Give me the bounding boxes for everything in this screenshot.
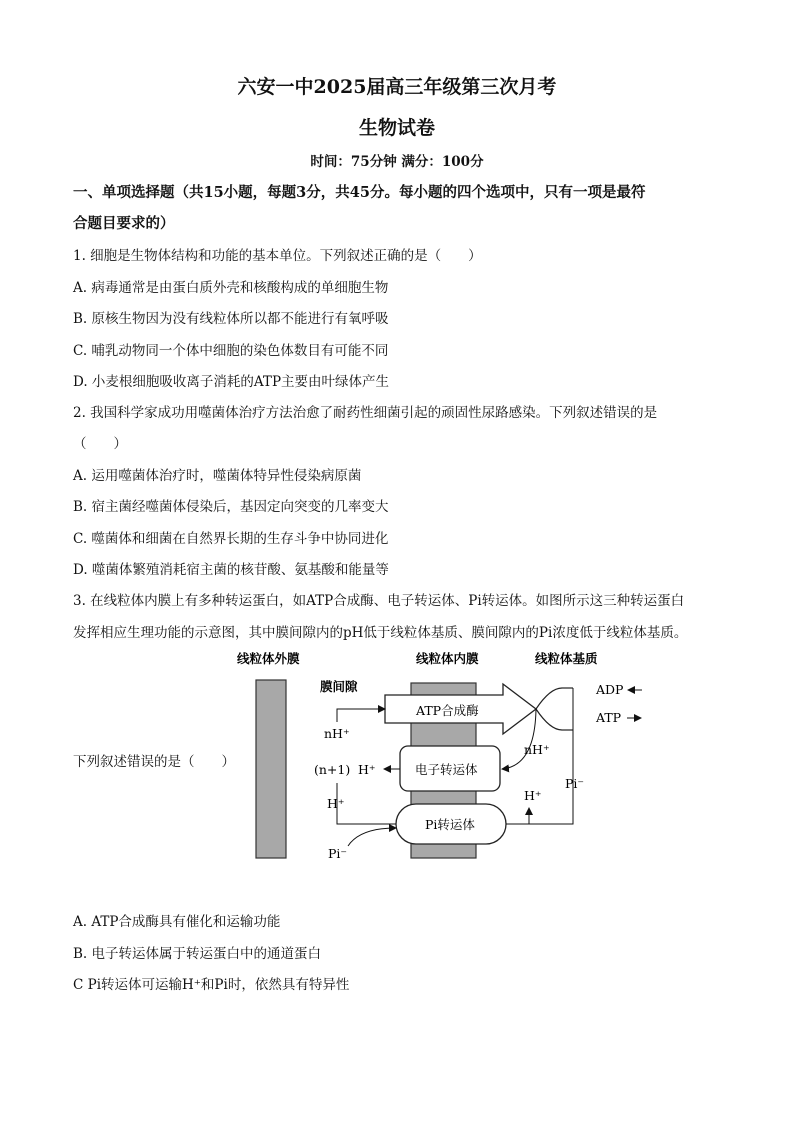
h-plus-mid-label: H⁺ [358,762,376,777]
adp-label: ADP [596,682,624,697]
subject-title: 生物试卷 [358,117,435,139]
atp-label: ATP [596,710,622,725]
h-plus-left-label: H⁺ [327,796,345,811]
q3-prompt: 下列叙述错误的是（ ） [73,754,235,770]
q2-option-d: D. 噬菌体繁殖消耗宿主菌的核苷酸、氨基酸和能量等 [73,562,389,578]
q1-option-c: C. 哺乳动物同一个体中细胞的染色体数目有可能不同 [73,343,389,359]
nh-plus-left-label: nH⁺ [324,726,350,741]
outer-membrane-label: 线粒体外膜 [237,651,300,666]
section-heading-line2: 合题目要求的） [73,215,175,232]
intermembrane-space-label: 膜间隙 [320,679,358,694]
nh-plus-right-label: nH⁺ [524,742,550,757]
h-plus-right-label: H⁺ [524,788,542,803]
q3-stem: 3. 在线粒体内膜上有多种转运蛋白，如ATP合成酶、电子转运体、Pi转运体。如图所示这三种转运蛋白 [73,593,685,609]
pi-left-label: Pi⁻ [328,846,348,861]
q1-option-a: A. 病毒通常是由蛋白质外壳和核酸构成的单细胞生物 [73,280,389,296]
electron-transporter-label: 电子转运体 [415,762,478,777]
q2-option-c: C. 噬菌体和细菌在自然界长期的生存斗争中协同进化 [73,531,389,547]
q2-stem: 2. 我国科学家成功用噬菌体治疗方法治愈了耐药性细菌引起的顽固性尿路感染。下列叙述错误的是 [73,405,658,421]
outer-membrane-bar [256,680,286,858]
q3-option-b: B. 电子转运体属于转运蛋白中的通道蛋白 [73,946,322,962]
mitochondria-transport-diagram [237,648,650,863]
q3-stem-line2: 发挥相应生理功能的示意图，其中膜间隙内的pH低于线粒体基质、膜间隙内的Pi浓度低于线粒体基质。 [73,625,688,641]
section-heading-line1: 一、单项选择题（共15小题，每题3分，共45分。每小题的四个选项中，只有一项是最符 [73,184,646,201]
q1-option-b: B. 原核生物因为没有线粒体所以都不能进行有氧呼吸 [73,311,389,327]
pi-right-label: Pi⁻ [565,776,585,791]
q1-option-d: D. 小麦根细胞吸收离子消耗的ATP主要由叶绿体产生 [73,374,390,390]
pi-transporter-label: Pi转运体 [425,817,475,832]
n-plus-one-label: (n+1) [314,762,351,777]
q1-stem: 1. 细胞是生物体结构和功能的基本单位。下列叙述正确的是（ ） [73,248,482,264]
q2-option-a: A. 运用噬菌体治疗时，噬菌体特异性侵染病原菌 [73,468,362,484]
time-info: 时间：75分钟 满分：100分 [310,154,484,170]
atp-synthase-label: ATP合成酶 [416,703,479,718]
inner-membrane-label: 线粒体内膜 [416,651,479,666]
matrix-label: 线粒体基质 [535,651,598,666]
q2-option-b: B. 宿主菌经噬菌体侵染后，基因定向突变的几率变大 [73,499,389,515]
exam-title: 六安一中2025届高三年级第三次月考 [237,76,557,98]
q3-option-c: C Pi转运体可运输H⁺和Pi时，依然具有特异性 [73,977,350,993]
q2-stem-blank: （ ） [73,436,127,452]
q3-option-a: A. ATP合成酶具有催化和运输功能 [73,914,281,930]
